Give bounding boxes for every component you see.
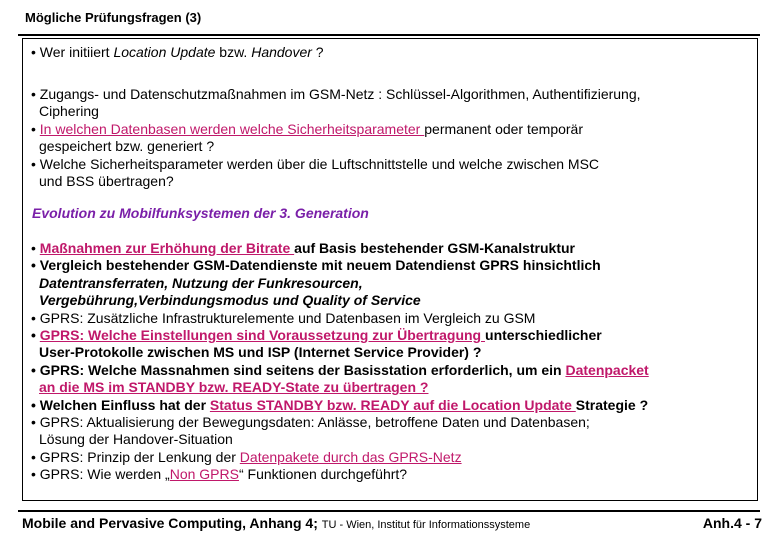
page-number: Anh.4 - 7	[702, 515, 762, 531]
list-item: • Welchen Einfluss hat der Status STANDBY bzw. READY auf die Location Update Strategie ?	[31, 396, 649, 413]
footer-course: Mobile and Pervasive Computing, Anhang 4; TU - Wien, Institut für Informationssysteme	[22, 515, 531, 531]
section-heading: Evolution zu Mobilfunksystemen der 3. Generation	[32, 205, 369, 221]
list-item: • GPRS: Aktualisierung der Bewegungsdaten: Anlässe, betroffene Daten und Datenbasen;	[31, 414, 590, 431]
list-item: • GPRS: Prinzip der Lenkung der Datenpakete durch das GPRS-Netz	[31, 448, 462, 465]
evolution-list: • Maßnahmen zur Erhöhung der Bitrate auf Basis bestehender GSM-Kanalstruktur • Vergleich bestehender GSM-Datendienste mit neuem Datendienst GPRS hinsichtlich Datentransferraten, Nutzung der Funkresourcen, Vergebührung,Verbindungsmodus und Quality of Service • GPRS: Zusätzliche Infrastrukturelemente und Datenbasen im Vergleich zu GSM • GPRS: Welche Einstellungen sind Voraussetzung zur Übertragung unterschiedlicher User-Protokolle zwischen MS und ISP (Internet Service Provider) ? • GPRS: Welche Massnahmen sind seitens der Basisstation erforderlich, um ein Datenpacket an die MS im STANDBY bzw. READY-State zu übertragen ? • Welchen Einfluss hat der Status STANDBY bzw. READY auf die Location Update Strategie ? • GPRS: Aktualisierung der Bewegungsdaten: Anlässe, betroffene Daten und Datenbasen; Lösung der Handover-Situation • GPRS: Prinzip der Lenkung der Datenpakete durch das GPRS-Netz • GPRS: Wie werden „Non GPRS“ Funktionen durchgeführt?	[31, 240, 649, 483]
slide-title: Mögliche Prüfungsfragen (3)	[25, 10, 202, 25]
list-item: • GPRS: Zusätzliche Infrastrukturelemente und Datenbasen im Vergleich zu GSM	[31, 309, 536, 326]
question-2: • Zugangs- und Datenschutzmaßnahmen im GSM-Netz : Schlüssel-Algorithmen, Authentifizierung, Ciphering	[31, 86, 641, 120]
question-1: • Wer initiiert Location Update bzw. Handover ?	[31, 44, 324, 60]
list-item: • GPRS: Welche Massnahmen sind seitens der Basisstation erforderlich, um ein Datenpacket	[31, 361, 649, 378]
list-item: • Maßnahmen zur Erhöhung der Bitrate auf Basis bestehender GSM-Kanalstruktur	[31, 240, 576, 256]
question-3: • In welchen Datenbasen werden welche Sicherheitsparameter permanent oder temporär gespeichert bzw. generiert ?	[31, 121, 584, 155]
list-item: • GPRS: Wie werden „Non GPRS“ Funktionen durchgeführt?	[31, 466, 408, 483]
title-divider	[18, 34, 760, 36]
list-item: • Vergleich bestehender GSM-Datendienste mit neuem Datendienst GPRS hinsichtlich	[31, 257, 601, 274]
list-item: • GPRS: Welche Einstellungen sind Voraussetzung zur Übertragung unterschiedlicher	[31, 327, 602, 344]
footer-divider	[18, 510, 760, 512]
question-4: • Welche Sicherheitsparameter werden über die Luftschnittstelle und welche zwischen MSC und BSS übertragen?	[31, 156, 600, 190]
